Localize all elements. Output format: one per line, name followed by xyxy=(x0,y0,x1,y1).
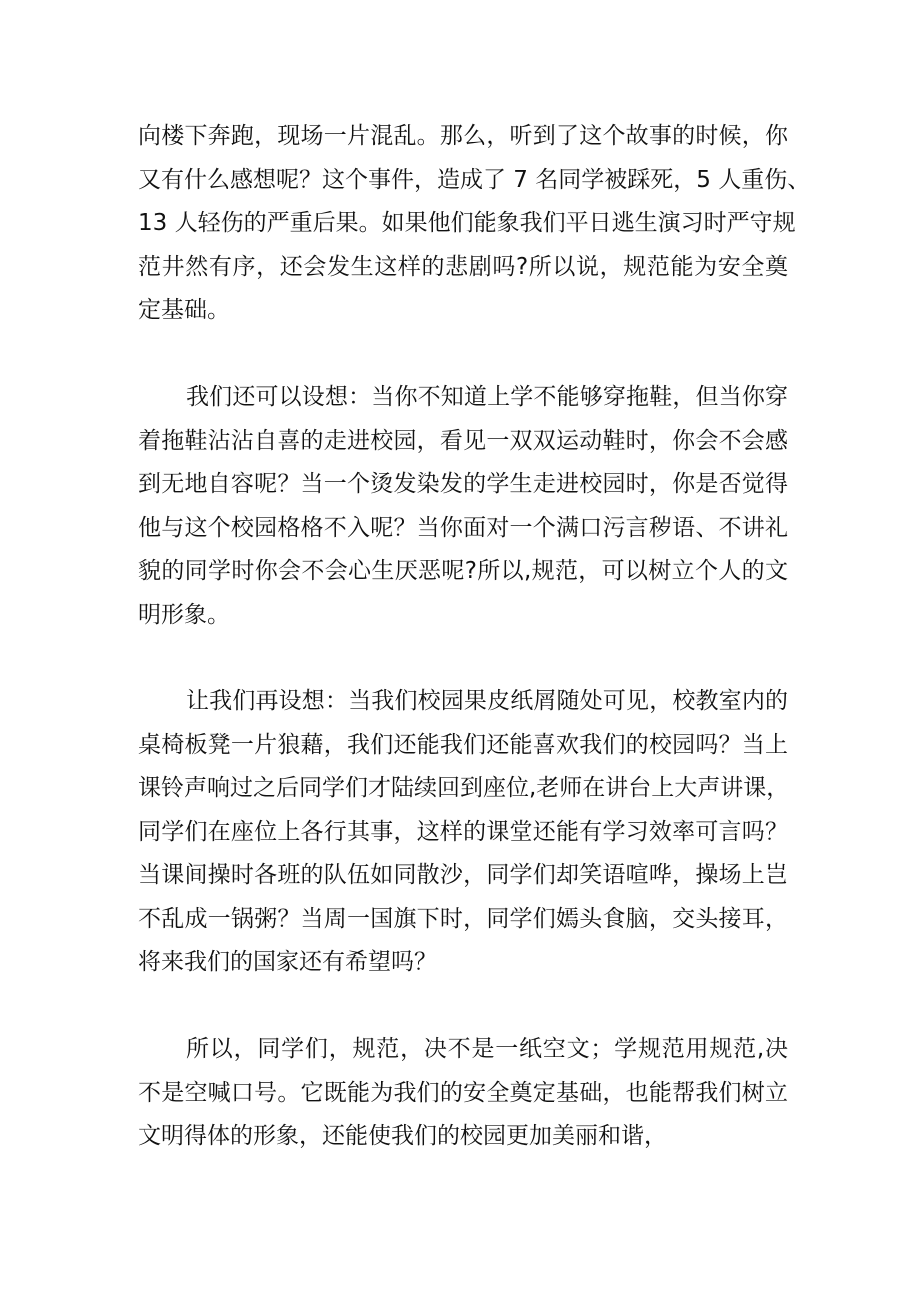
text-line: 13 人轻伤的严重后果。如果他们能象我们平日逃生演习时严守规 xyxy=(138,210,796,236)
text-line: 向楼下奔跑，现场一片混乱。那么，听到了这个故事的时候，你 xyxy=(138,123,788,149)
text-line: 定基础。 xyxy=(138,297,230,323)
text-line: 当课间操时各班的队伍如同散沙，同学们却笑语喧哗，操场上岂 xyxy=(138,862,788,888)
text-line: 到无地自容呢？当一个烫发染发的学生走进校园时，你是否觉得 xyxy=(138,471,788,497)
text-line: 范井然有序，还会发生这样的悲剧吗?所以说，规范能为安全奠 xyxy=(138,253,788,280)
text-line: 明形象。 xyxy=(138,601,230,628)
text-line: 同学们在座位上各行其事，这样的课堂还能有学习效率可言吗？ xyxy=(138,818,788,845)
text-line: 着拖鞋沾沾自喜的走进校园，看见一双双运动鞋时，你会不会感 xyxy=(138,427,788,454)
text-line: 我们还可以设想：当你不知道上学不能够穿拖鞋，但当你穿 xyxy=(186,384,788,410)
text-line: 让我们再设想：当我们校园果皮纸屑随处可见，校教室内的 xyxy=(186,688,788,714)
paragraph-campus-order xyxy=(138,680,788,985)
text-line: 将来我们的国家还有希望吗？ xyxy=(138,949,437,975)
text-line: 桌椅板凳一片狼藉，我们还能我们还能喜欢我们的校园吗？当上 xyxy=(138,731,788,758)
text-line: 文明得体的形象，还能使我们的校园更加美丽和谐， xyxy=(138,1123,667,1149)
text-line: 又有什么感想呢？这个事件，造成了 7 名同学被踩死，5 人重伤、 xyxy=(138,166,811,193)
text-line: 课铃声响过之后同学们才陆续回到座位,老师在讲台上大声讲课， xyxy=(138,775,790,801)
text-line: 所以，同学们，规范，决不是一纸空文；学规范用规范,决 xyxy=(186,1036,788,1062)
paragraph-stampede-story xyxy=(138,115,811,333)
paragraph-personal-image xyxy=(138,376,788,637)
text-line: 貌的同学时你会不会心生厌恶呢?所以,规范，可以树立个人的文 xyxy=(138,558,788,584)
text-line: 不是空喊口号。它既能为我们的安全奠定基础，也能帮我们树立 xyxy=(138,1079,788,1106)
text-line: 他与这个校园格格不入呢？当你面对一个满口污言秽语、不讲礼 xyxy=(138,514,788,541)
paragraph-conclusion xyxy=(138,1028,788,1159)
text-line: 不乱成一锅粥？当周一国旗下时，同学们嫣头食脑，交头接耳， xyxy=(138,905,788,932)
